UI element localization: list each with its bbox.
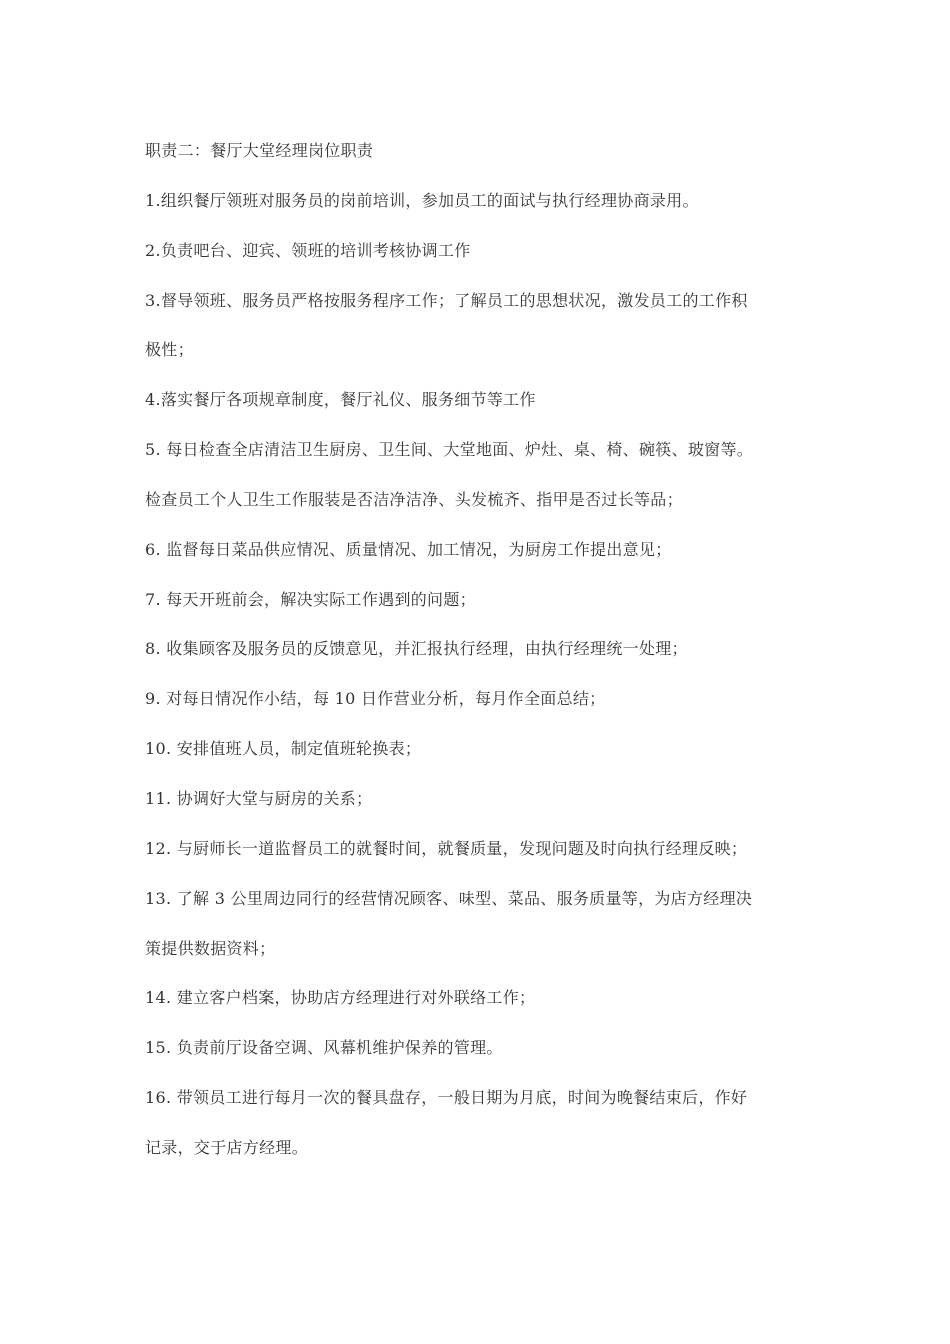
text-line: 7. 每天开班前会，解决实际工作遇到的问题；	[145, 589, 476, 609]
text-line: 5. 每日检查全店清洁卫生厨房、卫生间、大堂地面、炉灶、桌、椅、碗筷、玻窗等。	[145, 440, 754, 460]
document-body	[145, 136, 810, 1183]
document-title: 职责二：餐厅大堂经理岗位职责	[145, 141, 374, 160]
text-line: 15. 负责前厅设备空调、风幕机维护保养的管理。	[145, 1038, 503, 1058]
text-line: 8. 收集顾客及服务员的反馈意见，并汇报执行经理，由执行经理统一处理；	[145, 639, 688, 659]
text-line: 9. 对每日情况作小结，每 10 日作营业分析，每月作全面总结；	[145, 689, 606, 709]
text-line: 14. 建立客户档案，协助店方经理进行对外联络工作；	[145, 988, 536, 1008]
text-line: 1.组织餐厅领班对服务员的岗前培训，参加员工的面试与执行经理协商录用。	[145, 190, 699, 210]
text-line: 10. 安排值班人员，制定值班轮换表；	[145, 739, 422, 759]
text-line: 极性；	[145, 340, 194, 360]
text-line: 4.落实餐厅各项规章制度，餐厅礼仪、服务细节等工作	[145, 390, 536, 410]
text-line: 2.负责吧台、迎宾、领班的培训考核协调工作	[145, 240, 471, 260]
text-line: 13. 了解 3 公里周边同行的经营情况顾客、味型、菜品、服务质量等，为店方经理决	[145, 888, 753, 908]
text-line: 记录，交于店方经理。	[145, 1137, 309, 1157]
text-line: 12. 与厨师长一道监督员工的就餐时间，就餐质量，发现问题及时向执行经理反映；	[145, 838, 748, 858]
text-line: 策提供数据资料；	[145, 938, 276, 958]
text-line: 16. 带领员工进行每月一次的餐具盘存，一般日期为月底，时间为晚餐结束后，作好	[145, 1088, 748, 1108]
text-line: 11. 协调好大堂与厨房的关系；	[145, 788, 373, 808]
text-line: 3.督导领班、服务员严格按服务程序工作；了解员工的思想状况，激发员工的工作积	[145, 290, 748, 310]
text-line: 检查员工个人卫生工作服装是否洁净洁净、头发梳齐、指甲是否过长等品；	[145, 489, 683, 509]
text-line: 6. 监督每日菜品供应情况、质量情况、加工情况，为厨房工作提出意见；	[145, 539, 672, 559]
